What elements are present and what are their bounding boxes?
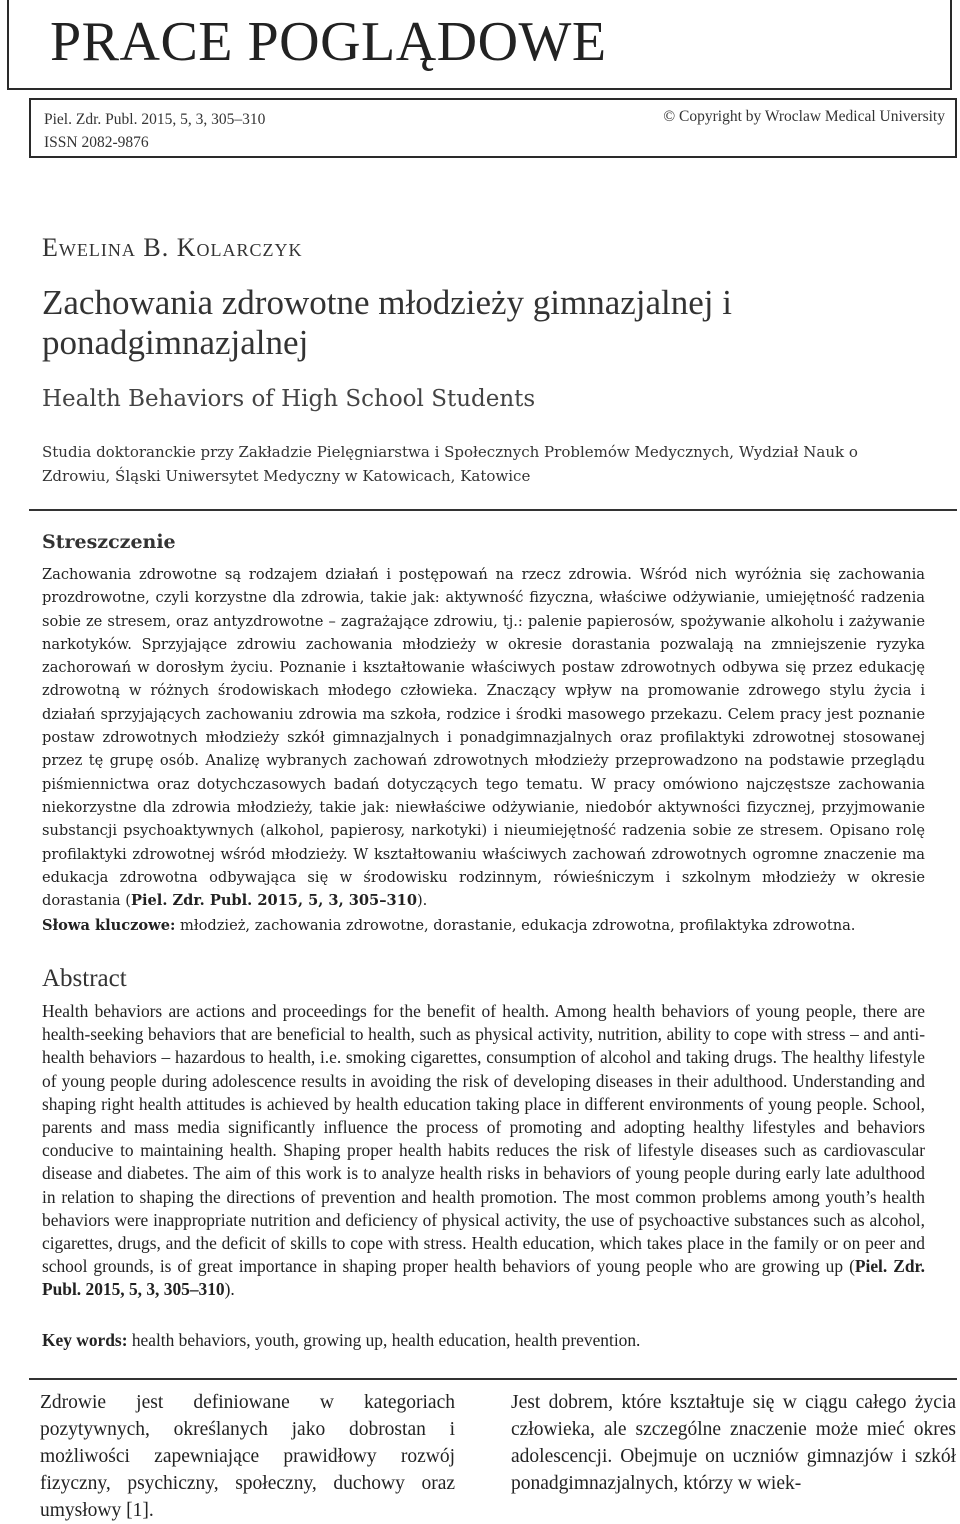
abstract-text-english [42, 1000, 925, 1302]
issn-line: ISSN 2082-9876 [44, 134, 149, 151]
copyright-notice: © Copyright by Wroclaw Medical University [663, 108, 945, 125]
abstract-citation-end: ). [416, 892, 428, 910]
article-title-english: Health Behaviors of High School Students [42, 386, 536, 412]
keywords-list: health behaviors, youth, growing up, health education, health prevention. [127, 1330, 641, 1350]
abstract-text-polish [42, 563, 925, 912]
abstract-citation-end: ). [224, 1279, 235, 1300]
keywords-label: Key words: [42, 1330, 128, 1350]
section-label: PRACE POGLĄDOWE [50, 11, 607, 73]
keywords-english [42, 1330, 932, 1351]
keywords-list: młodzież, zachowania zdrowotne, dorastanie, edukacja zdrowotna, profilaktyka zdrowotna. [175, 917, 856, 934]
abstract-body: Zachowania zdrowotne są rodzajem działań i postępowań na rzecz zdrowia. Wśród nich wyróżnia się zachowania prozdrowotne, czyli korzystne dla zdrowia, takie jak: aktywność fizyczna, właściwe odżywianie, umiejętność radzenia sobie ze stresem, oraz antyzdrowotne – zagrażające zdrowiu, tj.: palenie papierosów, spożywanie alkoholu i zażywanie narkotyków. Sprzyjające zdrowiu zachowania młodzieży w okresie dorastania pozwalają na zmniejszenie ryzyka zachorowań w dorosłym życiu. Poznanie i kształtowanie właściwych postaw zdrowotnych odbywa się przez edukację zdrowotną w różnych środowiskach młodego człowieka. Znaczący wpływ na promowanie zdrowego stylu życia i działań sprzyjających zachowaniu zdrowia ma szkoła, rodzice i środki masowego przekazu. Celem pracy jest poznanie postaw zdrowotnych młodzieży szkół gimnazjalnych i ponadgimnazjalnych oraz profilaktyki zdrowotnej stosowanej przez tę grupę osób. Analizę wybranych zachowań zdrowotnych młodzieży przeprowadzono na podstawie przeglądu piśmiennictwa oraz dotychczasowych badań dotyczących tego tematu. W pracy omówiono najczęstsze zachowania niekorzystne dla zdrowia młodzieży, takie jak: niewłaściwe odżywianie, niedobór aktywności fizycznej, przyjmowanie substancji psychoaktywnych (alkohol, papierosy, narkotyki) i nieumiejętność radzenia sobie ze stresem. Opisano rolę profilaktyki zdrowotnej wśród młodzieży. W kształtowaniu właściwych zachowań zdrowotnych ogromne znaczenie ma edukacja zdrowotna odbywająca się w środowisku rodzinnym, rówieśniczym i szkolnym młodzieży w okresie dorastania ( [42, 566, 925, 910]
citation-line: Piel. Zdr. Publ. 2015, 5, 3, 305–310 [44, 111, 266, 128]
body-divider [29, 1378, 957, 1380]
author-affiliation: Studia doktoranckie przy Zakładzie Pielęgniarstwa i Społecznych Problemów Medycznych, Wydział Nauk o Zdrowiu, Śląski Uniwersytet Medyczny w Katowicach, Katowice [42, 443, 858, 485]
body-column-left: Zdrowie jest definiowane w kategoriach pozytywnych, określanych jako dobrostan i możliwości zapewniające prawidłowy rozwój fizyczny, psychiczny, społeczny, duchowy oraz umysłowy [1]. [40, 1392, 455, 1521]
abstract-heading-polish: Streszczenie [42, 531, 176, 553]
body-column-right: Jest dobrem, które kształtuje się w ciągu całego życia człowieka, ale szczególne znaczenie może mieć okres adolescencji. Obejmuje on uczniów gimnazjów i szkół ponadgimnazjalnych, którzy w wiek- [511, 1392, 956, 1494]
keywords-polish [42, 917, 932, 934]
abstract-citation: Piel. Zdr. Publ. 2015, 5, 3, 305–310 [42, 1256, 925, 1300]
abstract-body: Health behaviors are actions and proceedings for the benefit of health. Among health behaviors of young people, there are health-seeking behaviors that are beneficial to health, such as physical activity, nutrition, ability to cope with stress – and anti-health behaviors – hazardous to health, i.e. smoking cigarettes, consumption of alcohol and taking drugs. The healthy lifestyle of young people during adolescence results in avoiding the risk of developing diseases in their adulthood. Understanding and shaping right health attitudes is achieved by health education taking place in different environments of young people. School, parents and mass media significantly influence the process of promoting and adopting healthy lifestyles and behaviors conducive to maintaining health. Shaping proper health habits reduces the risk of lifestyle diseases such as cardiovascular disease and diabetes. The aim of this work is to analyze health risks in behaviors of young people during early late adulthood in relation to shaping the directions of prevention and health promotion. The most common problems among youth’s health behaviors were inappropriate nutrition and deficiency of physical activity, the use of psychoactive substances such as alcohol, cigarettes, drugs, and the deficit of skills to cope with stress. Health education, which takes place in the family or on peer and school grounds, is of great importance in shaping proper health behaviors of young people who are growing up ( [42, 1001, 925, 1277]
author-name: Ewelina B. Kolarczyk [42, 233, 303, 262]
keywords-label: Słowa kluczowe: [42, 917, 176, 934]
journal-citation [44, 108, 265, 154]
abstract-citation: Piel. Zdr. Publ. 2015, 5, 3, 305–310 [130, 892, 417, 910]
journal-info-box [29, 98, 957, 158]
section-header-box [7, 0, 952, 90]
article-title-polish: Zachowania zdrowotne młodzieży gimnazjalnej i ponadgimnazjalnej [42, 283, 733, 362]
divider [29, 509, 957, 511]
abstract-heading-english: Abstract [42, 965, 127, 992]
